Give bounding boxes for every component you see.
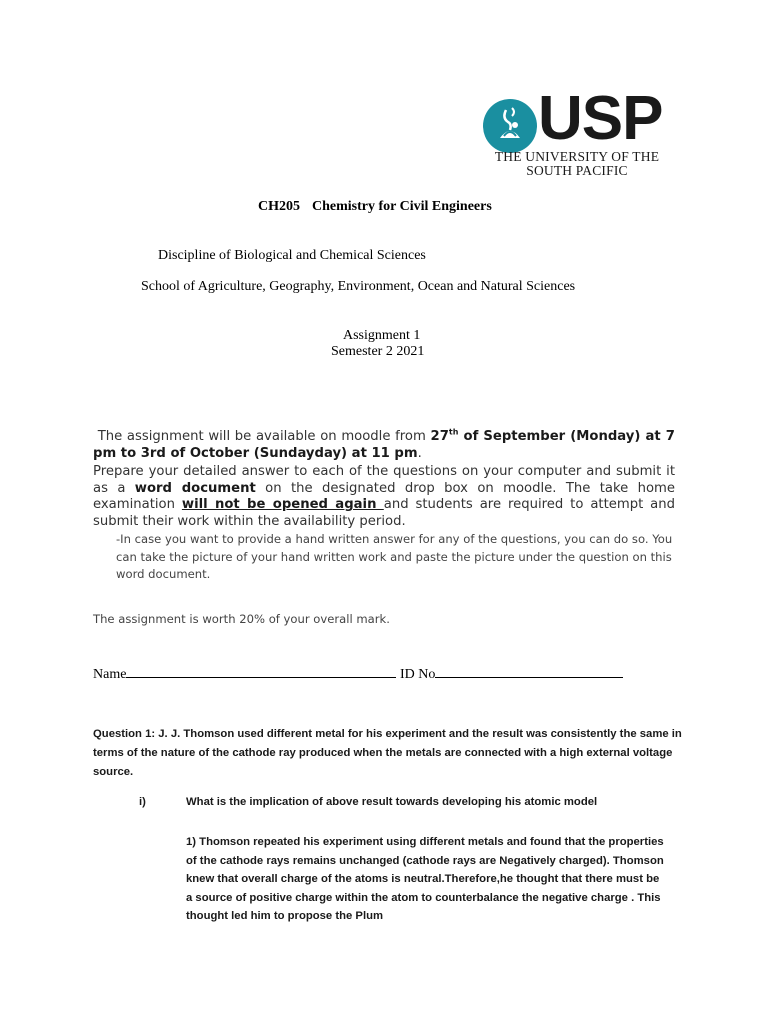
question-1-text: J. J. Thomson used different metal for his experiment and the result was consistently the same in terms of the nature of the cathode ray produced when the metals are connected with a high external voltage source.	[93, 728, 682, 778]
course-code: CH205	[258, 199, 300, 214]
logo-line-1: THE UNIVERSITY OF THE	[494, 149, 660, 164]
course-name: Chemistry for Civil Engineers	[312, 199, 492, 214]
id-field[interactable]	[435, 664, 623, 678]
availability-day-suffix: th	[448, 427, 459, 437]
question-1-label: Question 1:	[93, 728, 156, 740]
logo-university-name	[484, 150, 670, 178]
logo-line-2: SOUTH PACIFIC	[526, 163, 628, 178]
prepare-text-2: on the designated drop box on moodle. The take home examination	[93, 480, 675, 512]
availability-paragraph	[93, 428, 675, 462]
not-opened-again-emphasis: will not be opened again	[181, 497, 384, 512]
handwritten-note: -In case you want to provide a hand written answer for any of the questions, you can do so. You can take the picture of your hand written work and paste the picture under the question on this word document.	[116, 532, 673, 581]
question-1-answer[interactable]: 1) Thomson repeated his experiment using different metals and found that the properties of the cathode rays remains unchanged (cathode rays are Negatively charged). Thomson knew that overall charge of the atoms is neutral.Therefore,he thought that there must be a source of positive charge within the atom to counterbalance the negative charge . This thought led him to propose the Plum	[186, 836, 664, 922]
name-field[interactable]	[126, 664, 396, 678]
assignment-number: Assignment 1	[343, 328, 421, 343]
availability-window: of September (Monday) at 7 pm to 3rd of October (Sundayday) at 11 pm	[93, 429, 675, 461]
course-title	[258, 199, 492, 215]
prepare-text-1: Prepare your detailed answer to each of the questions on your computer and submit it as a	[93, 464, 675, 496]
school: School of Agriculture, Geography, Environment, Ocean and Natural Sciences	[141, 279, 576, 294]
usp-emblem-icon	[482, 98, 538, 154]
question-1-part-i-text: What is the implication of above result towards developing his atomic model	[186, 796, 598, 808]
discipline: Discipline of Biological and Chemical Sciences	[158, 248, 426, 263]
prepare-text-3: and students are required to attempt and submit their work within the availability period.	[93, 497, 675, 529]
name-label: Name	[93, 667, 127, 682]
name-id-line	[93, 664, 623, 683]
semester: Semester 2 2021	[331, 344, 425, 359]
availability-day: 27	[430, 429, 449, 444]
question-1	[93, 725, 683, 782]
question-1-part-i-number: i)	[139, 796, 146, 808]
availability-end: .	[417, 446, 422, 461]
worth-note: The assignment is worth 20% of your overall mark.	[93, 612, 390, 626]
word-document-emphasis: word document	[134, 480, 256, 496]
logo-wordmark: USP	[538, 84, 663, 153]
id-label: ID No	[399, 667, 436, 682]
availability-text: The assignment will be available on moodle from	[97, 429, 431, 444]
usp-logo	[480, 84, 670, 184]
prepare-paragraph	[93, 464, 675, 530]
